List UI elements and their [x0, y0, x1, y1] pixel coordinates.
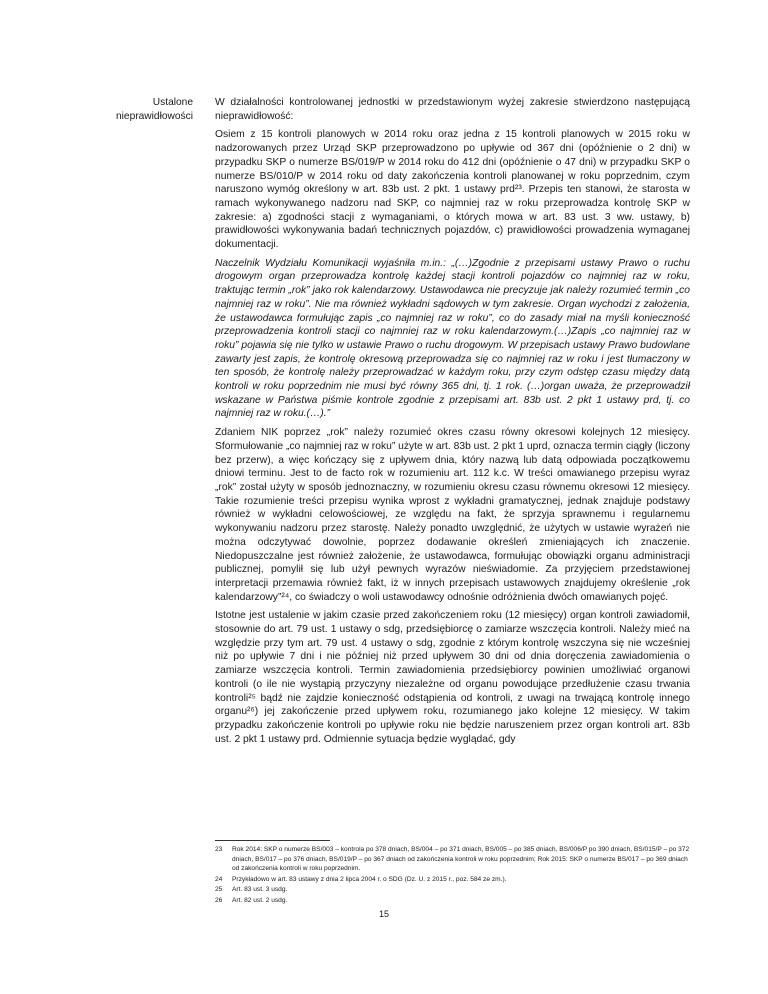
footnote-text: Rok 2014: SKP o numerze BS/003 – kontrola po 378 dniach, BS/004 – po 371 dniach, BS/005 – po 385 dniach, BS/006/P po 390 dniach, BS/015/P – po 372 dniach, BS/017 – po 376 dniach, BS/019/P – po 367 dniach od zakończenia kontroli w roku poprzednim; Rok 2015: SKP o numerze BS/017 – po 369 dniach od zakończenia kontroli w roku poprzednim.: [232, 846, 690, 872]
footnote-text: Art. 83 ust. 3 usdg.: [232, 886, 288, 893]
paragraph-explanation-quote: Naczelnik Wydziału Komunikacji wyjaśniła m.in.: „(…)Zgodnie z przepisami ustawy Prawo o ruchu drogowym organ przeprowadza kontrolę każdej stacji kontroli pojazdów co najmniej raz w roku, traktując termin „rok” jako rok kalendarzowy. Ustawodawca nie precyzuje jak należy rozumieć termin „co najmniej raz w roku”. Nie ma również wykładni sądowych w tym zakresie. Organ wychodzi z założenia, że ustawodawca formułując zapis „co najmniej raz w roku”, co do zasady miał na myśli konieczność przeprowadzenia kontroli stacji co najmniej raz w roku kalendarzowym.(…)Zapis „co najmniej raz w roku” pojawia się nie tylko w ustawie Prawo o ruchu drogowym. W przepisach ustawy Prawo budowlane zawarty jest zapis, że kontrolę okresową przeprowadza się co najmniej raz w roku i jest tłumaczony w ten sposób, że kontrolę należy przeprowadzać w każdym roku, przy czym odstęp czasu między datą kontroli w roku poprzednim nie musi być równy 365 dni, tj. 1 rok. (…)organ uważa, że przeprowadził wskazane w Państwa piśmie kontrole zgodnie z przepisami art. 83b ust. 2 pkt 1 ustawy prd, tj. co najmniej raz w roku.(…).”: [215, 257, 690, 420]
footnotes: [215, 845, 690, 906]
footnote-item: [215, 845, 690, 874]
paragraph-finding: Osiem z 15 kontroli planowych w 2014 roku oraz jedna z 15 kontroli planowych w 2015 roku w nadzorowanych przez Urząd SKP przeprowadzono po upływie od 367 dni (opóźnienie o 2 dni) w przypadku SKP o numerze BS/019/P w 2014 roku do 412 dni (opóźnienie o 47 dni) w przypadku SKP o numerze BS/010/P w 2014 roku od daty zakończenia kontroli planowanej w roku poprzednim, czym naruszono wymóg określony w art. 83b ust. 2 pkt. 1 ustawy prd²³. Przepis ten stanowi, że starosta w ramach wykonywanego nadzoru nad SKP, co najmniej raz w roku przeprowadza kontrolę SKP w zakresie: a) zgodności stacji z wymaganiami, o których mowa w art. 83 ust. 3 ww. ustawy, b) prawidłowości wykonywania badań technicznych pojazdów, c) prawidłowości prowadzenia wymaganej dokumentacji.: [215, 129, 690, 251]
footnote-item: [215, 896, 690, 906]
margin-heading: [105, 96, 193, 123]
page-number: 15: [378, 909, 389, 919]
footnote-item: [215, 885, 690, 895]
margin-heading-line-2: nieprawidłowości: [115, 110, 193, 122]
paragraph-nik-opinion: Zdaniem NIK poprzez „rok” należy rozumieć okres czasu równy okresowi kolejnych 12 miesięcy. Sformułowanie „co najmniej raz w roku” użyte w art. 83b ust. 2 pkt 1 uprd, oznacza termin ciągły (liczony bez przerw), a więc kończący się z upływem dnia, który nazwą lub datą odpowiada początkowemu dniowi terminu. Jest to de facto rok w rozumieniu art. 112 k.c. W treści omawianego przepisu wyraz „rok” został użyty w sposób jednoznaczny, w rozumieniu okresu czasu równemu okresowi 12 miesięcy. Takie rozumienie treści przepisu wynika wprost z wykładni gramatycznej, jednak znajduje podstawy również w wykładni celowościowej, ze względu na fakt, że sprzyja sprawnemu i regularnemu wykonywaniu nadzoru przez starostę. Należy ponadto uwzględnić, że użytych w ustawie wyrażeń nie można odczytywać dowolnie, poprzez dodawanie określeń zmieniających ich znaczenie. Niedopuszczalne jest również założenie, że ustawodawca, formułując obowiązki organu administracji publicznej, pomylił się lub użył pewnych wyrazów nieświadomie. Za przyjęciem przedstawionej interpretacji przemawia również fakt, iż w innych przepisach ustawowych znajdujemy określenie „rok kalendarzowy”²⁴, co świadczy o woli ustawodawcy odnośnie odróżnienia dwóch omawianych pojęć.: [215, 427, 690, 603]
footnote-number: 26: [215, 896, 223, 904]
footnote-text: Art. 82 ust. 2 usdg.: [232, 896, 288, 904]
paragraph-notification-timing: Istotne jest ustalenie w jakim czasie przed zakończeniem roku (12 miesięcy) organ kontroli zawiadomił, stosownie do art. 79 ust. 1 ustawy o sdg, przedsiębiorcę o zamiarze wszczęcia kontroli. Należy mieć na względzie przy tym art. 79 ust. 4 ustawy o sdg, zgodnie z którym kontrolę wszczyna się nie wcześniej niż po upływie 7 dni i nie później niż przed upływem 30 dni od dnia doręczenia zawiadomienia o zamiarze wszczęcia kontroli. Termin zawiadomienia przedsiębiorcy powinien umożliwiać organowi kontroli (o ile nie wystąpią przyczyny niezależne od organu powodujące przedłużenie czasu trwania kontroli²⁵ bądź nie zajdzie konieczność odstąpienia od kontroli, z uwagi na trwającą kontrolę innego organu²⁶) jej zakończenie przed upływem roku, rozumianego jako kolejne 12 miesięcy. W takim przypadku zakończenie kontroli po upływie roku nie będzie naruszeniem przez organ kontroli art. 83b ust. 2 pkt 1 ustawy prd. Odmiennie sytuacja będzie wyglądać, gdy: [215, 610, 690, 745]
footnote-number: 23: [215, 846, 223, 853]
paragraph-intro: W działalności kontrolowanej jednostki w przedstawionym wyżej zakresie stwierdzono następującą nieprawidłowość:: [215, 97, 690, 122]
main-text: [215, 96, 690, 751]
footnote-separator: [215, 840, 330, 841]
margin-heading-line-1: Ustalone: [152, 97, 193, 108]
footnote-item: [215, 875, 690, 885]
footnote-number: 25: [215, 886, 223, 893]
footnote-text: Przykładowo w art. 83 ustawy z dnia 2 lipca 2004 r. o SDG (Dz. U. z 2015 r., poz. 584 ze zm.).: [232, 875, 507, 883]
footnote-number: 24: [215, 875, 223, 883]
